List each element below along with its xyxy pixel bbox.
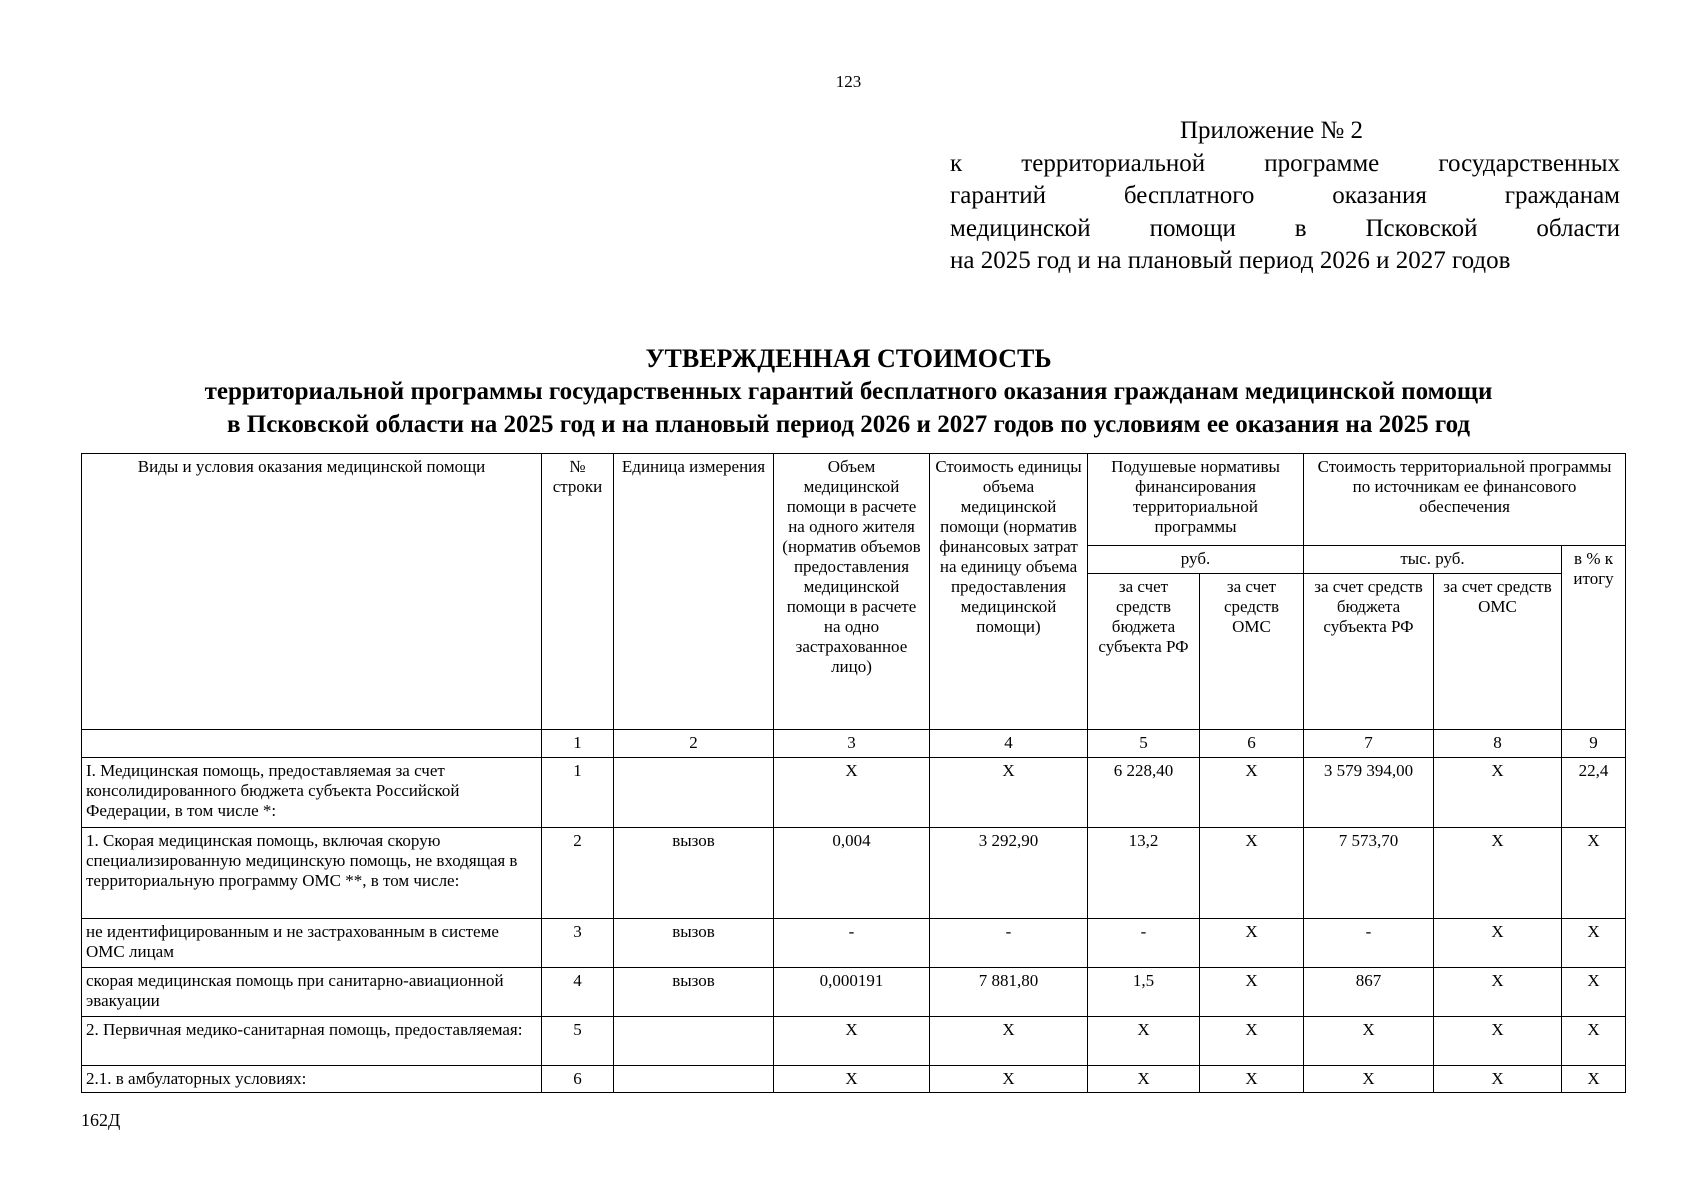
table-row [82,758,1626,828]
row-volume: X [774,758,930,828]
appendix-line: гарантий бесплатного оказания гражданам [950,182,1620,209]
header-row [82,454,1626,546]
row-budget-rf-thous: 7 573,70 [1304,828,1434,919]
appendix-line: к территориальной программе государственных [950,149,1620,177]
row-budget-rf: X [1088,1017,1200,1066]
document-title [0,342,1697,441]
row-description: не идентифицированным и не застрахованным в системе ОМС лицам [82,919,542,968]
row-budget-rf: 6 228,40 [1088,758,1200,828]
column-number: 6 [1200,730,1304,758]
row-number: 6 [542,1066,614,1093]
appendix-block [950,115,1620,278]
header-unit: Единица измерения [614,454,774,730]
column-number: 5 [1088,730,1200,758]
row-number: 2 [542,828,614,919]
footer-code: 162Д [81,1110,121,1130]
row-volume: X [774,1066,930,1093]
row-volume: 0,004 [774,828,930,919]
row-budget-rf-thous: X [1304,1017,1434,1066]
cost-table [81,453,1626,1093]
row-unit-cost: 7 881,80 [930,968,1088,1017]
row-budget-rf-thous: 3 579 394,00 [1304,758,1434,828]
row-oms: X [1200,1066,1304,1093]
row-unit-cost: 3 292,90 [930,828,1088,919]
header-types: Виды и условия оказания медицинской помощи [82,454,542,730]
row-description: 2. Первичная медико-санитарная помощь, предоставляемая: [82,1017,542,1066]
header-percent: в % к итогу [1562,546,1626,730]
row-unit: вызов [614,828,774,919]
row-oms-thous: X [1434,828,1562,919]
row-oms: X [1200,828,1304,919]
header-oms: за счет средств ОМС [1200,574,1304,730]
document-title-line: УТВЕРЖДЕННАЯ СТОИМОСТЬ [645,344,1052,373]
row-oms-thous: X [1434,1017,1562,1066]
row-percent: 22,4 [1562,758,1626,828]
row-unit-cost: X [930,758,1088,828]
column-number: 8 [1434,730,1562,758]
row-oms: X [1200,758,1304,828]
row-description: 2.1. в амбулаторных условиях: [82,1066,542,1093]
column-number: 2 [614,730,774,758]
row-budget-rf: 13,2 [1088,828,1200,919]
row-budget-rf: X [1088,1066,1200,1093]
table-row [82,828,1626,919]
header-budget-rf: за счет средств бюджета субъекта РФ [1088,574,1200,730]
row-budget-rf-thous: X [1304,1066,1434,1093]
row-number: 4 [542,968,614,1017]
row-budget-rf: - [1088,919,1200,968]
row-volume: 0,000191 [774,968,930,1017]
column-number: 7 [1304,730,1434,758]
row-description: скорая медицинская помощь при санитарно-авиационной эвакуации [82,968,542,1017]
row-oms: X [1200,1017,1304,1066]
column-number-row [82,730,1626,758]
document-title-line: территориальной программы государственных гарантий бесплатного оказания гражданам медицинской помощи [204,378,1493,405]
row-number: 5 [542,1017,614,1066]
table-row [82,1017,1626,1066]
row-percent: X [1562,1017,1626,1066]
appendix-line: на 2025 год и на плановый период 2026 и 2027 годов [950,247,1511,274]
table-row [82,919,1626,968]
column-number: 4 [930,730,1088,758]
row-percent: X [1562,968,1626,1017]
header-rub: руб. [1088,546,1304,574]
row-oms-thous: X [1434,1066,1562,1093]
row-unit: вызов [614,919,774,968]
document-title-line: в Псковской области на 2025 год и на плановый период 2026 и 2027 годов по условиям ее оказания на 2025 год [227,411,1470,438]
appendix-title: Приложение № 2 [1180,117,1364,144]
header-thous-rub: тыс. руб. [1304,546,1562,574]
header-per-capita: Подушевые нормативы финансирования территориальной программы [1088,454,1304,546]
row-oms: X [1200,919,1304,968]
row-description: 1. Скорая медицинская помощь, включая скорую специализированную медицинскую помощь, не входящая в территориальную программу ОМС **, в том числе: [82,828,542,919]
row-oms-thous: X [1434,758,1562,828]
row-unit [614,758,774,828]
row-oms: X [1200,968,1304,1017]
row-percent: X [1562,1066,1626,1093]
row-budget-rf: 1,5 [1088,968,1200,1017]
row-unit [614,1017,774,1066]
appendix-line: медицинской помощи в Псковской области [950,214,1620,242]
table-row [82,968,1626,1017]
table-row [82,1066,1626,1093]
header-volume: Объем медицинской помощи в расчете на одного жителя (норматив объемов предоставления медицинской помощи в расчете на одно застрахованное лицо) [774,454,930,730]
row-volume: - [774,919,930,968]
row-unit-cost: X [930,1066,1088,1093]
column-number: 1 [542,730,614,758]
row-number: 3 [542,919,614,968]
header-row-no: № строки [542,454,614,730]
row-unit-cost: X [930,1017,1088,1066]
row-oms-thous: X [1434,919,1562,968]
row-percent: X [1562,919,1626,968]
header-oms-thous: за счет средств ОМС [1434,574,1562,730]
column-number: 9 [1562,730,1626,758]
row-unit-cost: - [930,919,1088,968]
header-unit-cost: Стоимость единицы объема медицинской помощи (норматив финансовых затрат на единицу объема предоставления медицинской помощи) [930,454,1088,730]
page-number: 123 [835,72,862,91]
row-volume: X [774,1017,930,1066]
row-number: 1 [542,758,614,828]
row-unit [614,1066,774,1093]
column-number: 3 [774,730,930,758]
row-description: I. Медицинская помощь, предоставляемая за счет консолидированного бюджета субъекта Российской Федерации, в том числе *: [82,758,542,828]
row-budget-rf-thous: 867 [1304,968,1434,1017]
row-unit: вызов [614,968,774,1017]
row-percent: X [1562,828,1626,919]
header-budget-rf-thous: за счет средств бюджета субъекта РФ [1304,574,1434,730]
row-oms-thous: X [1434,968,1562,1017]
row-budget-rf-thous: - [1304,919,1434,968]
column-number [82,730,542,758]
header-cost: Стоимость территориальной программы по источникам ее финансового обеспечения [1304,454,1626,546]
